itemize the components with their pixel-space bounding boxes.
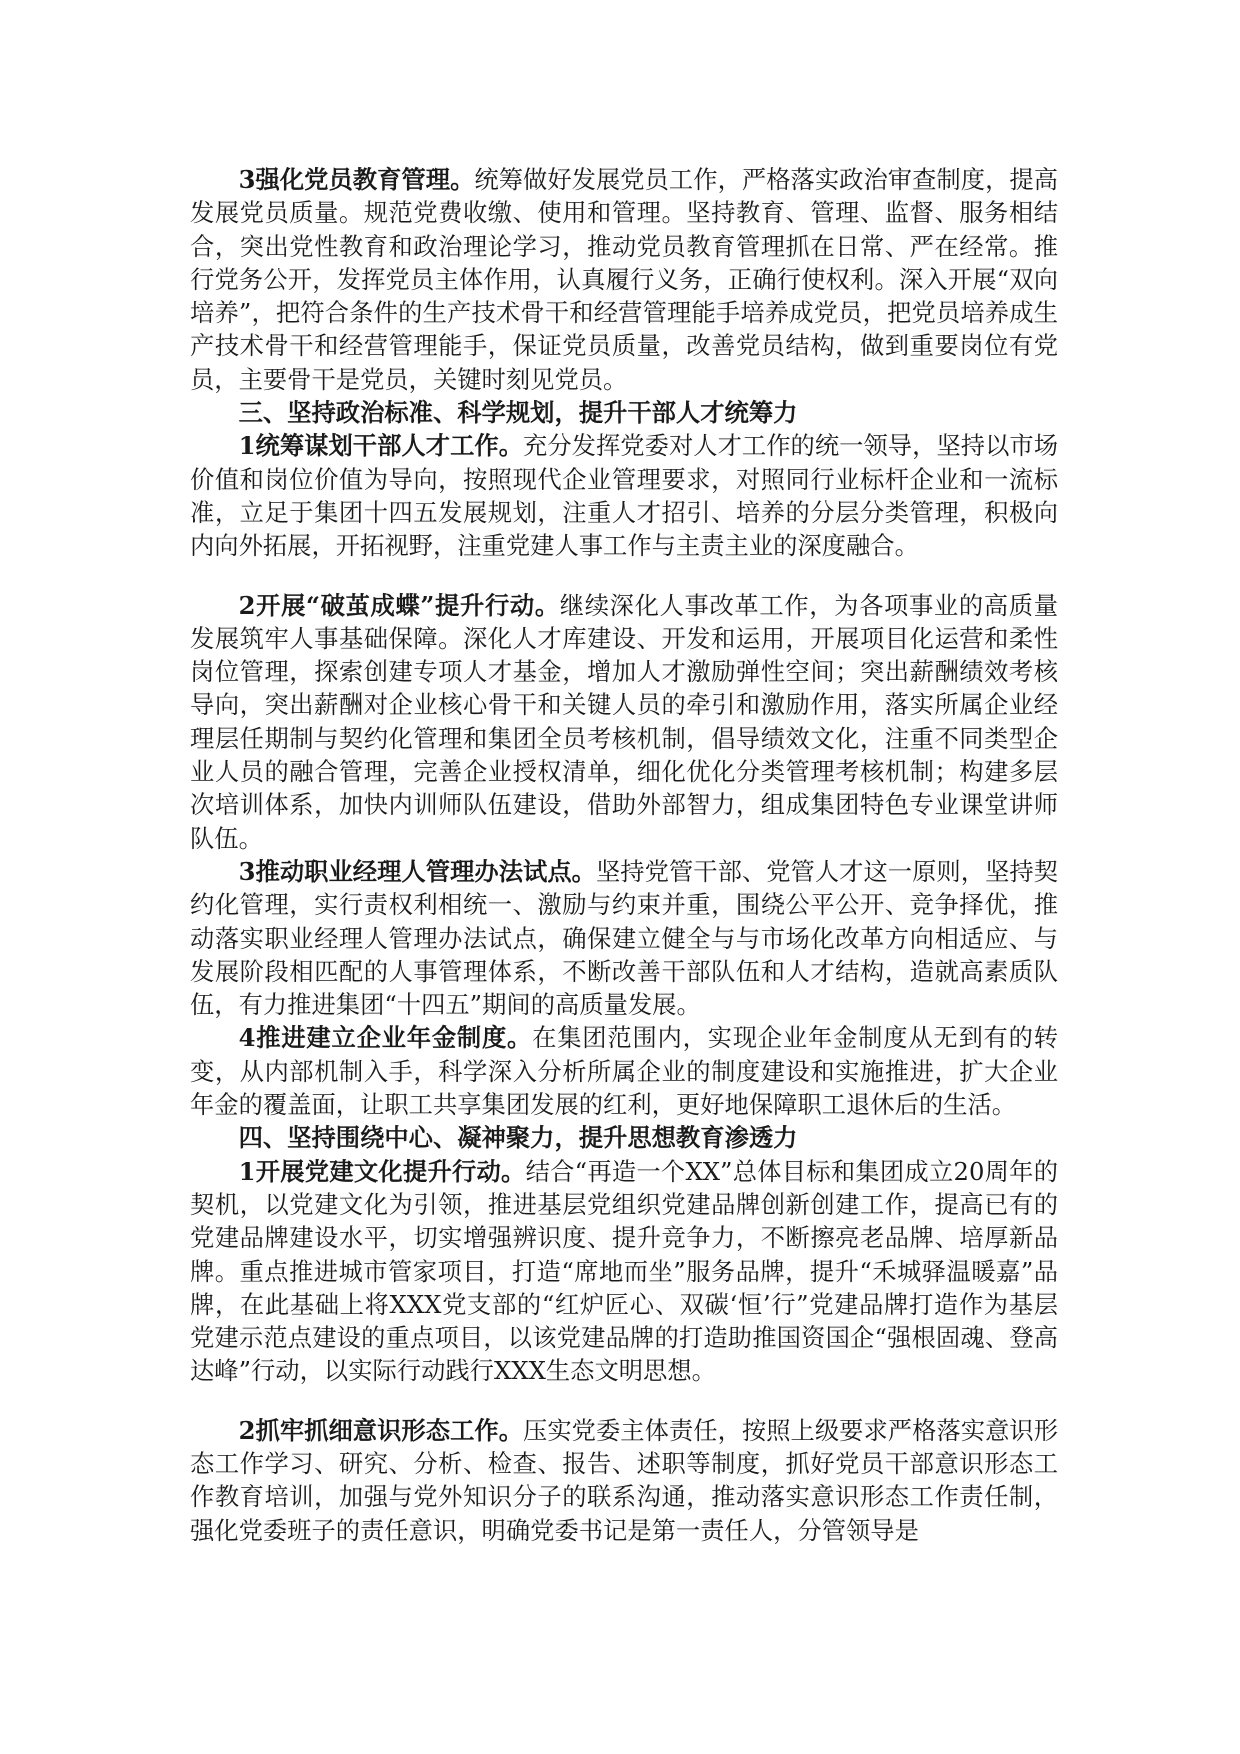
document-page [190, 163, 1058, 1547]
paragraph-body: 统筹做好发展党员工作，严格落实政治审查制度，提高发展党员质量。规范党费收缴、使用和管理。坚持教育、管理、监督、服务相结合，突出党性教育和政治理论学习，推动党员教育管理抓在日常、严在经常。推行党务公开，发挥党员主体作用，认真履行义务，正确行使权利。深入开展“双向培养”，把符合条件的生产技术骨干和经营管理能手培养成党员，把党员培养成生产技术骨干和经营管理能手，保证党员质量，改善党员结构，做到重要岗位有党员，主要骨干是党员，关键时刻见党员。 [190, 165, 1059, 394]
paragraph-upgrade-action [190, 589, 1058, 855]
paragraph-ideology-work [190, 1414, 1058, 1547]
paragraph-lead: 4推进建立企业年金制度。 [238, 1023, 533, 1053]
paragraph-lead: 1统筹谋划干部人才工作。 [238, 431, 524, 461]
paragraph-talent-planning [190, 429, 1058, 562]
paragraph-lead: 2抓牢抓细意识形态工作。 [238, 1415, 524, 1445]
paragraph-body: 坚持党管干部、党管人才这一原则，坚持契约化管理，实行责权利相统一、激励与约束并重，围绕公平公开、竞争择优，推动落实职业经理人管理办法试点，确保建立健全与与市场化改革方向相适应、与发展阶段相匹配的人事管理体系，不断改善干部队伍和人才结构，造就高素质队伍，有力推进集团“十四五”期间的高质量发展。 [190, 856, 1059, 1020]
paragraph-body: 继续深化人事改革工作，为各项事业的高质量发展筑牢人事基础保障。深化人才库建设、开发和运用，开展项目化运营和柔性岗位管理，探索创建专项人才基金，增加人才激励弹性空间；突出薪酬绩效考核导向，突出薪酬对企业核心骨干和关键人员的牵引和激励作用，落实所属企业经理层任期制与契约化管理和集团全员考核机制，倡导绩效文化，注重不同类型企业人员的融合管理，完善企业授权清单，细化优化分类管理考核机制；构建多层次培训体系，加快内训师队伍建设，借助外部智力，组成集团特色专业课堂讲师队伍。 [190, 590, 1059, 853]
paragraph-body: 结合“再造一个XX”总体目标和集团成立20周年的契机，以党建文化为引领，推进基层党组织党建品牌创新创建工作，提高已有的党建品牌建设水平，切实增强辨识度、提升竞争力，不断擦亮老品牌、培厚新品牌。重点推进城市管家项目，打造“席地而坐”服务品牌，提升“禾城驿温暖嘉”品牌，在此基础上将XXX党支部的“红炉匠心、双碳‘恒’行”党建品牌打造作为基层党建示范点建设的重点项目，以该党建品牌的打造助推国资国企“强根固魂、登高达峰”行动，以实际行动践行XXX生态文明思想。 [190, 1156, 1058, 1386]
paragraph-lead: 1开展党建文化提升行动。 [238, 1156, 526, 1186]
section-heading-three: 三、坚持政治标准、科学规划，提升干部人才统筹力 [238, 398, 798, 428]
section-heading-four: 四、坚持围绕中心、凝神聚力，提升思想教育渗透力 [238, 1123, 798, 1153]
paragraph-party-culture [190, 1155, 1058, 1388]
paragraph-manager-pilot [190, 855, 1058, 1021]
paragraph-body: 压实党委主体责任，按照上级要求严格落实意识形态工作学习、研究、分析、检查、报告、述职等制度，抓好党员干部意识形态工作教育培训，加强与党外知识分子的联系沟通，推动落实意识形态工作责任制，强化党委班子的责任意识，明确党委书记是第一责任人，分管领导是 [190, 1415, 1059, 1545]
paragraph-body: 在集团范围内，实现企业年金制度从无到有的转变，从内部机制入手，科学深入分析所属企业的制度建设和实施推进，扩大企业年金的覆盖面，让职工共享集团发展的红利，更好地保障职工退休后的生活。 [190, 1023, 1058, 1120]
paragraph-lead: 3推动职业经理人管理办法试点。 [238, 856, 596, 886]
paragraph-lead: 3强化党员教育管理。 [238, 165, 475, 194]
paragraph-lead: 2开展“破茧成蝶”提升行动。 [238, 590, 560, 620]
paragraph-party-member-education [190, 163, 1058, 396]
paragraph-gap [190, 563, 1058, 589]
paragraph-gap [190, 1388, 1058, 1414]
paragraph-annuity-system [190, 1021, 1058, 1121]
paragraph-body: 充分发挥党委对人才工作的统一领导，坚持以市场价值和岗位价值为导向，按照现代企业管理要求，对照同行业标杆企业和一流标准，立足于集团十四五发展规划，注重人才招引、培养的分层分类管理，积极向内向外拓展，开拓视野，注重党建人事工作与主责主业的深度融合。 [190, 431, 1059, 561]
